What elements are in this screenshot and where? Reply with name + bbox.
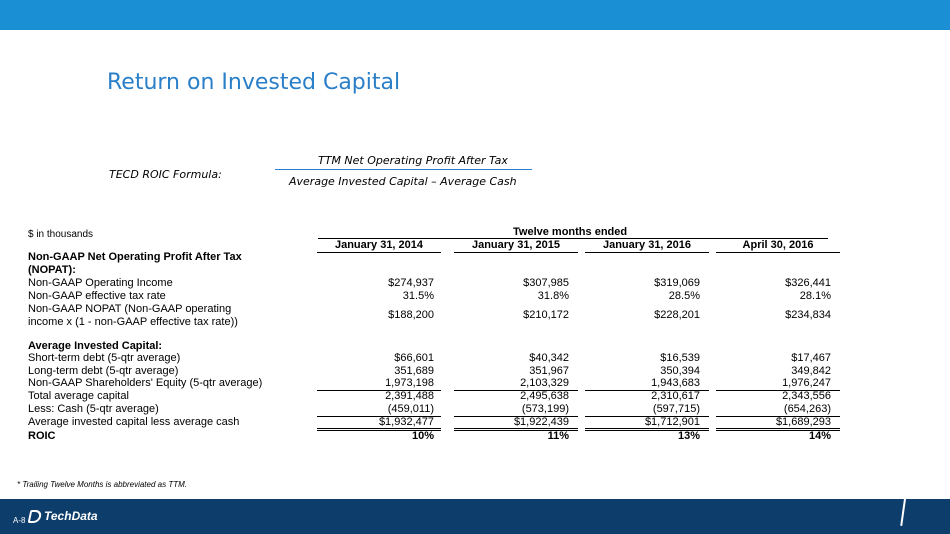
row-label: income x (1 - non-GAAP effective tax rate)) (28, 316, 238, 328)
column-header: January 31, 2014 (334, 239, 424, 251)
cell-value: $319,069 (654, 277, 700, 289)
cell-value: $1,922,439 (513, 416, 569, 428)
cell-value: 1,973,198 (385, 377, 434, 389)
total-rule (716, 428, 840, 429)
cell-value: 2,343,556 (782, 390, 831, 402)
section-title: Non-GAAP Net Operating Profit After Tax (28, 251, 242, 263)
column-header: January 31, 2016 (602, 239, 692, 251)
cell-value: 10% (411, 430, 434, 442)
cell-value: 2,391,488 (385, 390, 434, 402)
row-label: Less: Cash (5-qtr average) (28, 403, 159, 415)
cell-value: 1,943,683 (651, 377, 700, 389)
column-header: April 30, 2016 (742, 239, 814, 251)
units-note: $ in thousands (28, 229, 94, 240)
cell-value: $1,712,901 (644, 416, 700, 428)
page-title: Return on Invested Capital (107, 70, 401, 95)
cell-value: $210,172 (523, 309, 569, 321)
cell-value: 28.1% (799, 290, 831, 302)
company-logo (29, 507, 107, 525)
row-label: Short-term debt (5-qtr average) (28, 352, 181, 364)
row-label: Long-term debt (5-qtr average) (28, 365, 179, 377)
formula-fraction-bar (275, 169, 532, 170)
top-banner (0, 0, 950, 30)
page-number: A-8 (13, 516, 26, 525)
cell-value: 349,842 (791, 365, 831, 377)
cell-value: 31.5% (402, 290, 434, 302)
section-title: Average Invested Capital: (28, 340, 163, 352)
row-label: Non-GAAP NOPAT (Non-GAAP operating (28, 303, 232, 315)
cell-value: $274,937 (388, 277, 434, 289)
total-rule (317, 428, 441, 429)
total-rule (585, 428, 709, 429)
cell-value: (459,011) (387, 403, 434, 415)
row-label: Total average capital (28, 390, 129, 402)
cell-value: $234,834 (785, 309, 831, 321)
cell-value: 31.8% (537, 290, 569, 302)
row-label: Non-GAAP effective tax rate (28, 290, 166, 302)
cell-value: $40,342 (529, 352, 569, 364)
cell-value: $16,539 (660, 352, 700, 364)
cell-value: 351,689 (394, 365, 434, 377)
cell-value: $307,985 (523, 277, 569, 289)
cell-value: $17,467 (791, 352, 831, 364)
row-label: Average invested capital less average cash (28, 416, 240, 428)
cell-value: $188,200 (388, 309, 434, 321)
cell-value: (597,715) (652, 403, 700, 415)
cell-value: 2,495,638 (520, 390, 569, 402)
row-label: Non-GAAP Shareholders' Equity (5-qtr average) (28, 377, 263, 389)
row-label: Non-GAAP Operating Income (28, 277, 173, 289)
logo-mark-icon (28, 510, 43, 523)
cell-value: 2,103,329 (520, 377, 569, 389)
column-header-rule (317, 252, 441, 253)
column-header-rule (454, 252, 578, 253)
footer-bar (0, 499, 950, 534)
cell-value: $326,441 (785, 277, 831, 289)
cell-value: $1,689,293 (775, 416, 831, 428)
section-title: (NOPAT): (28, 264, 76, 276)
cell-value: (654,263) (783, 403, 831, 415)
column-header: January 31, 2015 (471, 239, 561, 251)
cell-value: (573,199) (521, 403, 569, 415)
cell-value: $66,601 (394, 352, 434, 364)
cell-value: 14% (808, 430, 831, 442)
logo-text: TechData (44, 509, 98, 523)
cell-value: $228,201 (654, 309, 700, 321)
cell-value: 28.5% (668, 290, 700, 302)
cell-value: 13% (677, 430, 700, 442)
total-rule (454, 428, 578, 429)
cell-value: 2,310,617 (651, 390, 700, 402)
cell-value: 1,976,247 (782, 377, 831, 389)
formula-denominator: Average Invested Capital – Average Cash (289, 175, 517, 188)
column-group-header: Twelve months ended (513, 226, 628, 238)
cell-value: $1,932,477 (378, 416, 434, 428)
column-header-rule (585, 252, 709, 253)
cell-value: 351,967 (529, 365, 569, 377)
cell-value: 350,394 (660, 365, 700, 377)
row-label: ROIC (28, 430, 56, 442)
cell-value: 11% (547, 430, 569, 442)
formula-label: TECD ROIC Formula: (109, 168, 222, 181)
formula-numerator: TTM Net Operating Profit After Tax (318, 154, 508, 167)
column-header-rule (716, 252, 840, 253)
footnote: * Trailing Twelve Months is abbreviated as TTM. (17, 480, 187, 489)
